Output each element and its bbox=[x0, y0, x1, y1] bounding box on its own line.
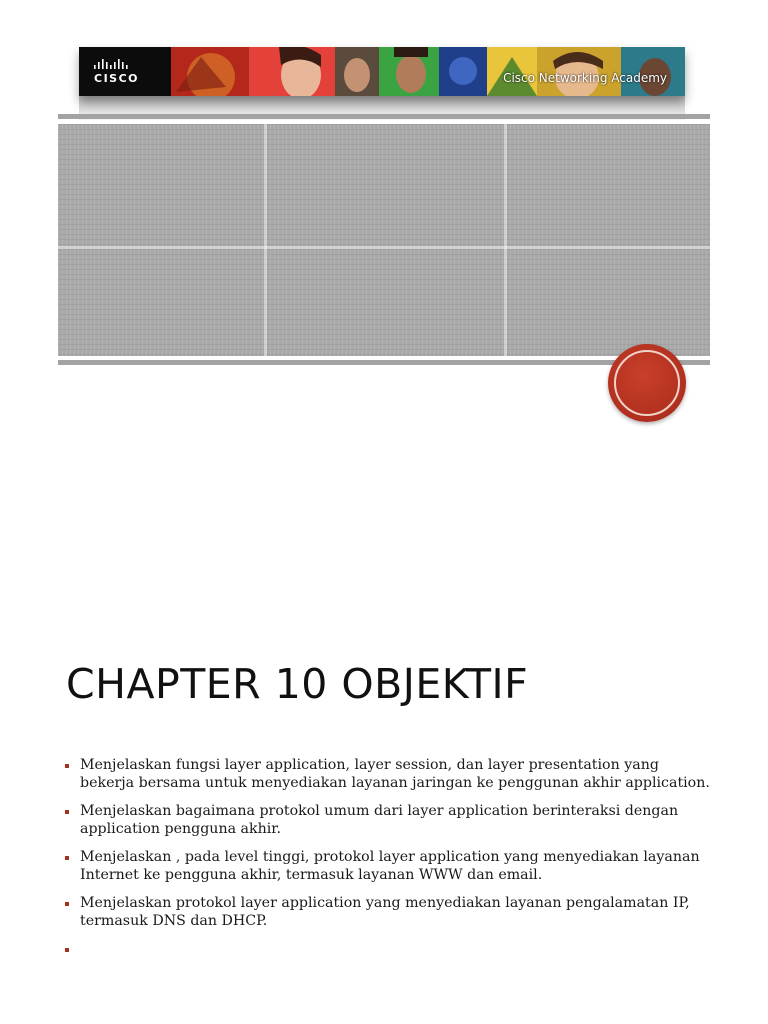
slide-title: CHAPTER 10 OBJEKTIF bbox=[66, 660, 529, 708]
bullet-marker-icon bbox=[65, 948, 69, 952]
banner-photo-3 bbox=[335, 47, 379, 96]
objective-item bbox=[62, 803, 710, 838]
academy-text: Cisco Networking Academy bbox=[503, 71, 667, 85]
bullet-marker-icon bbox=[65, 810, 69, 814]
objective-item bbox=[62, 849, 710, 884]
cisco-logo bbox=[79, 47, 171, 96]
cisco-logo-text: CISCO bbox=[94, 72, 140, 85]
objective-text: Menjelaskan fungsi layer application, layer session, dan layer presentation yang bekerja bersama untuk menyediakan layanan jaringan ke penggunan akhir application. bbox=[80, 757, 710, 791]
title-band bbox=[58, 124, 710, 356]
cisco-bars-icon bbox=[93, 59, 133, 71]
band-divider bbox=[504, 124, 507, 356]
bullet-marker-icon bbox=[65, 764, 69, 768]
objective-item bbox=[62, 895, 710, 930]
objective-text: Menjelaskan bagaimana protokol umum dari layer application berinteraksi dengan application pengguna akhir. bbox=[80, 803, 679, 837]
banner-photo-2 bbox=[249, 47, 335, 96]
banner-photo-4 bbox=[379, 47, 439, 96]
objective-text: Menjelaskan , pada level tinggi, protokol layer application yang menyediakan layanan Internet ke pengguna akhir, termasuk layanan WWW dan email. bbox=[80, 849, 700, 883]
banner-photo-5 bbox=[439, 47, 487, 96]
ornament-ring bbox=[614, 350, 680, 416]
red-circle-ornament bbox=[608, 344, 686, 422]
band-divider bbox=[58, 246, 710, 249]
objective-item bbox=[62, 757, 710, 792]
band-top-line bbox=[58, 114, 710, 119]
cisco-banner bbox=[79, 47, 685, 96]
banner-photo-1 bbox=[171, 47, 249, 96]
bullet-marker-icon bbox=[65, 856, 69, 860]
objectives-list bbox=[62, 757, 710, 941]
band-divider bbox=[264, 124, 267, 356]
bullet-marker-icon bbox=[65, 902, 69, 906]
objective-text: Menjelaskan protokol layer application yang menyediakan layanan pengalamatan IP, termasuk DNS dan DHCP. bbox=[80, 895, 690, 929]
